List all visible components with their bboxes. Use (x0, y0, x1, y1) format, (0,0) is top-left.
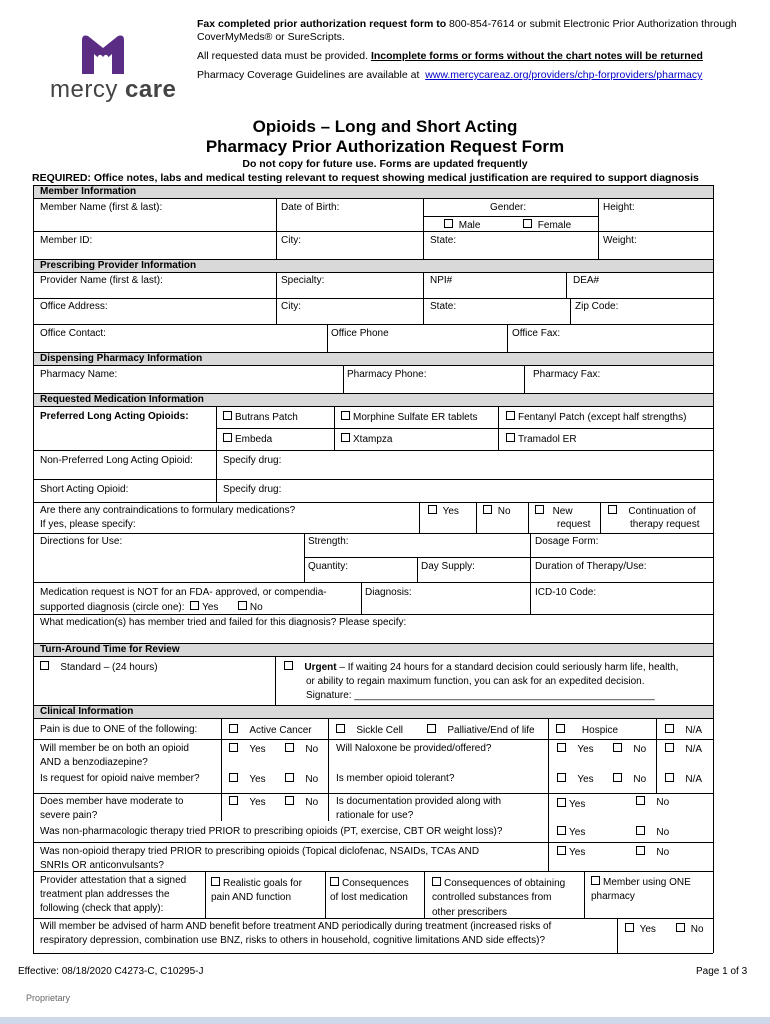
section-clinical-bg (33, 705, 713, 718)
tramadol-checkbox[interactable]: Tramadol ER (506, 433, 577, 447)
pain-question: Pain is due to ONE of the following: (40, 724, 198, 735)
weight-field[interactable]: Weight: (603, 235, 637, 246)
icd10-field[interactable]: ICD-10 Code: (535, 587, 597, 598)
morphine-checkbox[interactable]: Morphine Sulfate ER tablets (341, 411, 478, 425)
new-request-label: request (557, 519, 591, 530)
page-number: Page 1 of 3 (696, 966, 748, 977)
section-turnaround-title: Turn-Around Time for Review (40, 644, 180, 655)
nonopioid-no-checkbox[interactable]: No (636, 846, 669, 860)
one-pharmacy-checkbox[interactable]: Member using ONE (591, 876, 691, 890)
female-checkbox[interactable]: Female (523, 219, 571, 233)
sickle-checkbox[interactable]: Sickle Cell (336, 724, 403, 738)
fda-question-2: supported diagnosis (circle one): Yes No (40, 602, 263, 613)
advised-question-2: respiratory depression, combination use BNZ, risks to others in household, cognitive limitations AND side effects)? (40, 935, 546, 946)
benzo-yes-checkbox[interactable]: Yes (229, 743, 266, 757)
contraindications-question: Are there any contraindications to formulary medications? (40, 505, 296, 516)
xtampza-checkbox[interactable]: Xtampza (341, 433, 392, 447)
hospice-checkbox[interactable]: Hospice (556, 724, 618, 738)
naive-question: Is request for opioid naive member? (40, 773, 200, 784)
page-title: Opioids – Long and Short Acting (252, 117, 518, 136)
member-id-field[interactable]: Member ID: (40, 235, 93, 246)
specialty-field[interactable]: Specialty: (281, 275, 325, 286)
member-state-field[interactable]: State: (430, 235, 457, 246)
header-line-2: CoverMyMeds® or SureScripts. (197, 31, 345, 43)
benzo-question: Will member be on both an opioid (40, 743, 189, 754)
other-prescribers-checkbox[interactable]: Consequences of obtaining (432, 877, 565, 891)
male-checkbox[interactable]: Male (444, 219, 480, 233)
contra-no-checkbox[interactable]: No (483, 505, 511, 519)
effective-date: Effective: 08/18/2020 C4273-C, C10295-J (18, 966, 204, 977)
section-clinical-title: Clinical Information (40, 706, 134, 717)
office-phone-field[interactable]: Office Phone (331, 328, 389, 339)
short-specify-field[interactable]: Specify drug: (223, 484, 282, 495)
benzo-question-2: AND a benzodiazepine? (40, 757, 148, 768)
advised-yes-checkbox[interactable]: Yes (625, 923, 656, 937)
severe-pain-question: Does member have moderate to (40, 796, 184, 807)
provider-name-field[interactable]: Provider Name (first & last): (40, 275, 163, 286)
member-city-field[interactable]: City: (281, 235, 301, 246)
npi-field[interactable]: NPI# (430, 275, 453, 286)
documentation-question-2: rationale for use? (336, 810, 414, 821)
page-title-2: Pharmacy Prior Authorization Request Form (205, 137, 565, 156)
fda-yes-checkbox[interactable] (190, 601, 199, 610)
gender-label: Gender: (490, 202, 527, 213)
section-prescriber-title: Prescribing Provider Information (40, 260, 197, 271)
tolerant-na-checkbox[interactable]: N/A (665, 773, 702, 787)
section-medication-title: Requested Medication Information (40, 394, 204, 405)
naloxone-yes-checkbox[interactable]: Yes (557, 743, 594, 757)
standard-checkbox[interactable]: Standard – (24 hours) (40, 661, 158, 675)
urgent-checkbox[interactable]: Urgent – If waiting 24 hours for a standard decision could seriously harm life, health, (284, 661, 678, 675)
one-pharmacy-label-2: pharmacy (591, 891, 635, 902)
office-contact-field[interactable]: Office Contact: (40, 328, 106, 339)
cancer-checkbox[interactable]: Active Cancer (229, 724, 312, 738)
severe-no-checkbox[interactable]: No (285, 796, 318, 810)
tolerant-yes-checkbox[interactable]: Yes (557, 773, 594, 787)
required-note: REQUIRED: Office notes, labs and medical testing relevant to request showing medical justification are required to support diagnosis (32, 172, 699, 184)
zip-field[interactable]: Zip Code: (575, 301, 619, 312)
nonopioid-yes-checkbox[interactable]: Yes (557, 846, 585, 860)
continuation-label: therapy request (630, 519, 700, 530)
dosage-form-field[interactable]: Dosage Form: (535, 536, 599, 547)
pharmacy-phone-field[interactable]: Pharmacy Phone: (347, 369, 427, 380)
member-name-field[interactable]: Member Name (first & last): (40, 202, 163, 213)
other-prescribers-label-2: controlled substances from (432, 892, 552, 903)
new-request-checkbox[interactable]: New (535, 505, 573, 519)
contra-yes-checkbox[interactable]: Yes (428, 505, 459, 519)
guidelines-link[interactable]: www.mercycareaz.org/providers/chp-forproviders/pharmacy (425, 69, 703, 81)
section-member-title: Member Information (40, 186, 137, 197)
naloxone-na-checkbox[interactable]: N/A (665, 743, 702, 757)
short-acting-label: Short Acting Opioid: (40, 484, 129, 495)
attestation-label-2: treatment plan addresses the (40, 889, 170, 900)
office-state-field[interactable]: State: (430, 301, 457, 312)
dea-field[interactable]: DEA# (573, 275, 600, 286)
advised-question: Will member be advised of harm AND benefit before treatment AND periodically during treatment (increased risks of (40, 921, 552, 932)
documentation-yes-checkbox[interactable]: Yes (557, 798, 585, 812)
palliative-checkbox[interactable]: Palliative/End of life (427, 724, 535, 738)
bottom-bar (0, 1017, 770, 1024)
tolerant-question: Is member opioid tolerant? (336, 773, 455, 784)
naive-no-checkbox[interactable]: No (285, 773, 318, 787)
severe-pain-question-2: severe pain? (40, 810, 98, 821)
header-line-4: Pharmacy Coverage Guidelines are available at www.mercycareaz.org/providers/chp-forproviders/pharmacy (197, 69, 703, 81)
lost-medication-label-2: of lost medication (330, 892, 408, 903)
continuation-checkbox[interactable]: Continuation of (608, 505, 696, 519)
section-pharmacy-title: Dispensing Pharmacy Information (40, 353, 203, 364)
mercy-care-logo-text: mercy care (50, 76, 177, 103)
butrans-checkbox[interactable]: Butrans Patch (223, 411, 298, 425)
office-address-field[interactable]: Office Address: (40, 301, 108, 312)
goals-label-2: pain AND function (211, 892, 292, 903)
nonpref-label: Non-Preferred Long Acting Opioid: (40, 455, 193, 466)
attestation-label-3: following (check that apply): (40, 903, 164, 914)
benzo-no-checkbox[interactable]: No (285, 743, 318, 757)
office-fax-field[interactable]: Office Fax: (512, 328, 561, 339)
lost-medication-checkbox[interactable]: Consequences (330, 877, 409, 891)
naive-yes-checkbox[interactable]: Yes (229, 773, 266, 787)
documentation-no-checkbox[interactable]: No (636, 796, 669, 810)
strength-field[interactable]: Strength: (308, 536, 349, 547)
proprietary-label: Proprietary (26, 993, 71, 1003)
pharmacy-name-field[interactable]: Pharmacy Name: (40, 369, 118, 380)
duration-field[interactable]: Duration of Therapy/Use: (535, 561, 647, 572)
tried-failed-field[interactable]: What medication(s) has member tried and failed for this diagnosis? Please specify: (40, 617, 407, 628)
height-field[interactable]: Height: (603, 202, 635, 213)
office-city-field[interactable]: City: (281, 301, 301, 312)
naloxone-question: Will Naloxone be provided/offered? (336, 743, 492, 754)
nonpharm-no-checkbox[interactable]: No (636, 826, 669, 840)
urgent-text-2: or ability to regain maximum function, you can ask for an expedited decision. (306, 676, 645, 687)
pharmacy-fax-field[interactable]: Pharmacy Fax: (533, 369, 601, 380)
nonopioid-question-2: SNRIs OR anticonvulsants? (40, 860, 164, 871)
day-supply-field[interactable]: Day Supply: (421, 561, 475, 572)
fda-question: Medication request is NOT for an FDA- approved, or compendia- (40, 587, 327, 598)
quantity-field[interactable]: Quantity: (308, 561, 349, 572)
header-line-3: All requested data must be provided. Incomplete forms or forms without the chart notes will be returned (197, 50, 703, 62)
nonopioid-question: Was non-opioid therapy tried PRIOR to prescribing opioids (Topical diclofenac, NSAIDs, TCAs AND (40, 846, 480, 857)
other-prescribers-label-3: other prescribers (432, 907, 508, 918)
fda-no-checkbox[interactable] (238, 601, 247, 610)
mercy-care-logo-mark (80, 34, 126, 74)
attestation-label: Provider attestation that a signed (40, 875, 187, 886)
nonpref-specify-field[interactable]: Specify drug: (223, 455, 282, 466)
goals-checkbox[interactable]: Realistic goals for (211, 877, 302, 891)
dob-field[interactable]: Date of Birth: (281, 202, 340, 213)
header-line-1: Fax completed prior authorization request form to 800-854-7614 or submit Electronic Prior Authorization through (197, 18, 737, 30)
preferred-label: Preferred Long Acting Opioids: (40, 411, 189, 422)
subtitle: Do not copy for future use. Forms are updated frequently (242, 158, 528, 170)
nonpharm-question: Was non-pharmacologic therapy tried PRIOR to prescribing opioids (PT, exercise, CBT OR weight loss)? (40, 826, 503, 837)
signature-field[interactable]: Signature: ______________________________________________________ (306, 690, 655, 701)
embeda-checkbox[interactable]: Embeda (223, 433, 272, 447)
nonpharm-yes-checkbox[interactable]: Yes (557, 826, 585, 840)
advised-no-checkbox[interactable]: No (676, 923, 704, 937)
contraindications-specify[interactable]: If yes, please specify: (40, 519, 136, 530)
documentation-question: Is documentation provided along with (336, 796, 502, 807)
directions-field[interactable]: Directions for Use: (40, 536, 123, 547)
tolerant-no-checkbox[interactable]: No (613, 773, 646, 787)
naloxone-no-checkbox[interactable]: No (613, 743, 646, 757)
severe-yes-checkbox[interactable]: Yes (229, 796, 266, 810)
pain-na-checkbox[interactable]: N/A (665, 724, 702, 738)
fentanyl-checkbox[interactable]: Fentanyl Patch (except half strengths) (506, 411, 686, 425)
diagnosis-field[interactable]: Diagnosis: (365, 587, 412, 598)
